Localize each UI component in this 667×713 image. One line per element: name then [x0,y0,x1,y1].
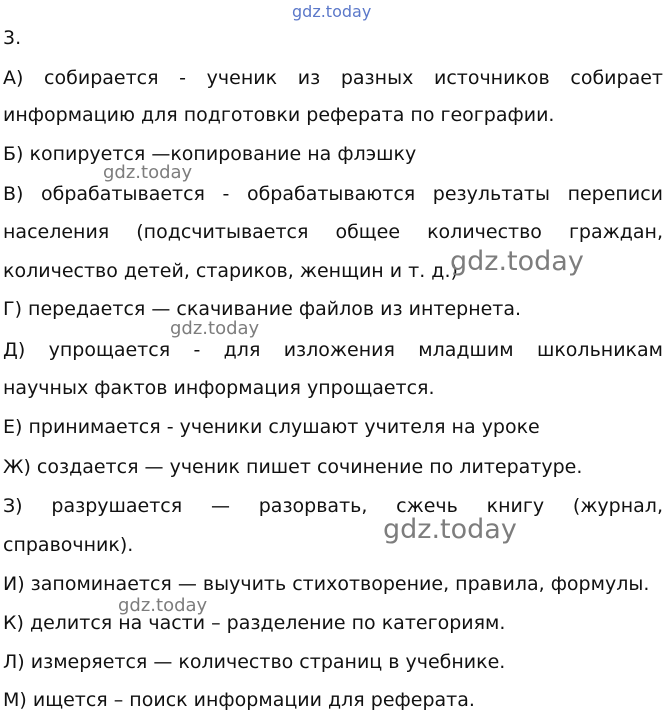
answer-line: научных фактов информация упрощается. [3,377,435,399]
watermark: gdz.today [383,514,517,545]
answer-line: М) ищется – поиск информации для реферата. [3,689,475,711]
answer-line: населения (подсчитывается общее количество граждан, [3,221,663,243]
answer-line: Б) копируется —копирование на флэшку [3,143,417,165]
answer-line: Л) измеряется — количество страниц в учебнике. [3,651,506,673]
answer-line: К) делится на части – разделение по категориям. [3,612,506,634]
answer-line: Ж) создается — ученик пишет сочинение по литературе. [3,456,583,478]
answer-line: Г) передается — скачивание файлов из интернета. [3,298,522,320]
task-number: 3. [3,27,22,49]
answer-line: И) запоминается — выучить стихотворение, правила, формулы. [3,573,650,595]
watermark: gdz.today [450,246,584,277]
answer-line: А) собирается - ученик из разных источников собирает [3,67,663,89]
answer-line: В) обрабатывается - обрабатываются результаты переписи [3,183,663,205]
watermark: gdz.today [118,595,208,616]
answer-line: Е) принимается - ученики слушают учителя на уроке [3,416,540,438]
answer-line: Д) упрощается - для изложения младшим школьникам [3,339,663,361]
watermark: gdz.today [170,318,260,339]
answer-line: количество детей, стариков, женщин и т. д.) [3,260,458,282]
answer-line: З) разрушается — разорвать, сжечь книгу (журнал, [3,495,663,517]
answer-line: информацию для подготовки реферата по географии. [3,104,555,126]
watermark-top: gdz.today [292,2,372,21]
answer-line: справочник). [3,534,134,556]
watermark: gdz.today [103,162,193,183]
